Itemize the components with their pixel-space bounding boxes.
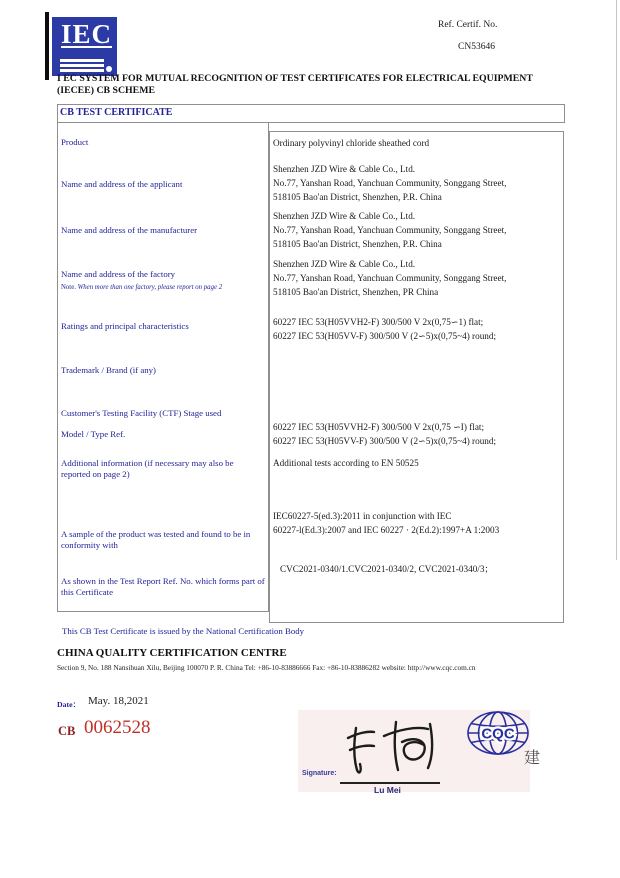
iec-logo [45, 12, 120, 82]
iec-logo-line [60, 59, 104, 62]
field-value-factory [273, 257, 506, 299]
ref-certif-number: CN53646 [458, 42, 495, 52]
ratings-line: 60227 IEC 53(H05VV-F) 300/500 V (2∽5)x(0,75~4) round; [273, 331, 497, 341]
factory-note-prefix: Note. [61, 284, 76, 291]
signatory-name: Lu Mei [374, 785, 401, 795]
field-label-product: Product [61, 137, 89, 147]
field-value-product: Ordinary polyvinyl chloride sheathed cord [273, 138, 430, 148]
field-label-ratings: Ratings and principal characteristics [61, 321, 189, 331]
field-label-trademark: Trademark / Brand (if any) [61, 365, 156, 375]
issued-note: This CB Test Certificate is issued by the National Certification Body [62, 626, 305, 636]
model-line: 60227 IEC 53(H05VVH2-F) 300/500 V 2x(0,75 ∽I) flat; [273, 422, 484, 432]
date-value: May. 18,2021 [88, 695, 149, 707]
iec-logo-line [60, 64, 104, 67]
field-value-sample [273, 509, 499, 537]
cqc-logo-text: CQC [481, 725, 515, 743]
iec-logo-text: IEC [61, 19, 113, 49]
field-label-manufacturer: Name and address of the manufacturer [61, 225, 198, 235]
field-value-ratings [273, 315, 496, 343]
scan-edge-line [616, 0, 617, 560]
cqc-logo [466, 710, 530, 756]
ncb-name: CHINA QUALITY CERTIFICATION CENTRE [57, 647, 287, 659]
field-value-additional: Additional tests according to EN 50525 [273, 458, 419, 468]
scheme-title-line2: (IECEE) CB SCHEME [57, 85, 155, 96]
field-label-additional: Additional information (if necessary may also be reported on page 2) [61, 458, 234, 479]
field-value-model [273, 420, 496, 448]
ref-certif-label: Ref. Certif. No. [438, 20, 498, 30]
sample-line: IEC60227-5(ed.3):2011 in conjunction with IEC [273, 511, 452, 521]
manufacturer-line: 518105 Bao'an District, Shenzhen, P.R. China [273, 239, 442, 249]
factory-note-text: When more than one factory, please report on page 2 [75, 284, 223, 291]
scheme-title-line1: I EC SYSTEM FOR MUTUAL RECOGNITION OF TEST CERTIFICATES FOR ELECTRICAL EQUIPMENT [57, 73, 533, 84]
iec-logo-bar [45, 12, 49, 80]
iec-logo-box [52, 17, 117, 76]
cb-number: 0062528 [84, 717, 151, 738]
signature-label: Signature: [302, 770, 337, 777]
field-value-manufacturer [273, 209, 506, 251]
iec-logo-line [60, 69, 104, 72]
factory-line: Shenzhen JZD Wire & Cable Co., Ltd. [273, 259, 416, 269]
field-label-model: Model / Type Ref. [61, 429, 126, 439]
field-label-report: As shown in the Test Report Ref. No. which forms part of this Certificate [61, 576, 265, 597]
iec-logo-dot [106, 66, 112, 72]
date-label: Date： [57, 700, 81, 709]
field-value-applicant [273, 162, 506, 204]
applicant-line: No.77, Yanshan Road, Yanchuan Community, Songgang Street, [273, 178, 507, 188]
stamp-character: 建 [524, 750, 541, 767]
value-column-box [269, 131, 564, 623]
factory-line: No.77, Yanshan Road, Yanchuan Community, Songgang Street, [273, 273, 507, 283]
field-label-applicant: Name and address of the applicant [61, 179, 183, 189]
scheme-title [57, 73, 577, 97]
factory-line: 518105 Bao'an District, Shenzhen, PR China [273, 287, 439, 297]
ncb-address: Section 9, No. 188 Nansihuan Xilu, Beijing 100070 P. R. China Tel: +86-10-83886666 Fax: +86-10-83886282 website: http://www.cqc.com.cn [57, 663, 476, 672]
ratings-line: 60227 IEC 53(H05VVH2-F) 300/500 V 2x(0,75∽1) flat; [273, 317, 484, 327]
sample-line: 60227-l(Ed.3):2007 and IEC 60227 · 2(Ed.2):1997+A 1:2003 [273, 525, 500, 535]
field-label-factory: Name and address of the factory [61, 269, 176, 279]
cb-prefix: CB [58, 724, 76, 738]
factory-note [61, 284, 222, 291]
model-line: 60227 IEC 53(H05VV-F) 300/500 V (2∽5)x(0,75~4) round; [273, 436, 497, 446]
signature-handwriting [338, 712, 453, 780]
field-label-sample: A sample of the product was tested and found to be in conformity with [61, 529, 251, 550]
signature-line [340, 782, 440, 784]
manufacturer-line: No.77, Yanshan Road, Yanchuan Community, Songgang Street, [273, 225, 507, 235]
manufacturer-line: Shenzhen JZD Wire & Cable Co., Ltd. [273, 211, 416, 221]
certificate-title: CB TEST CERTIFICATE [60, 107, 173, 118]
field-label-ctf: Customer's Testing Facility (CTF) Stage used [61, 408, 222, 418]
applicant-line: 518105 Bao'an District, Shenzhen, P.R. China [273, 192, 442, 202]
field-value-report: CVC2021-0340/1.CVC2021-0340/2, CVC2021-0340/3； [280, 564, 494, 574]
applicant-line: Shenzhen JZD Wire & Cable Co., Ltd. [273, 164, 416, 174]
